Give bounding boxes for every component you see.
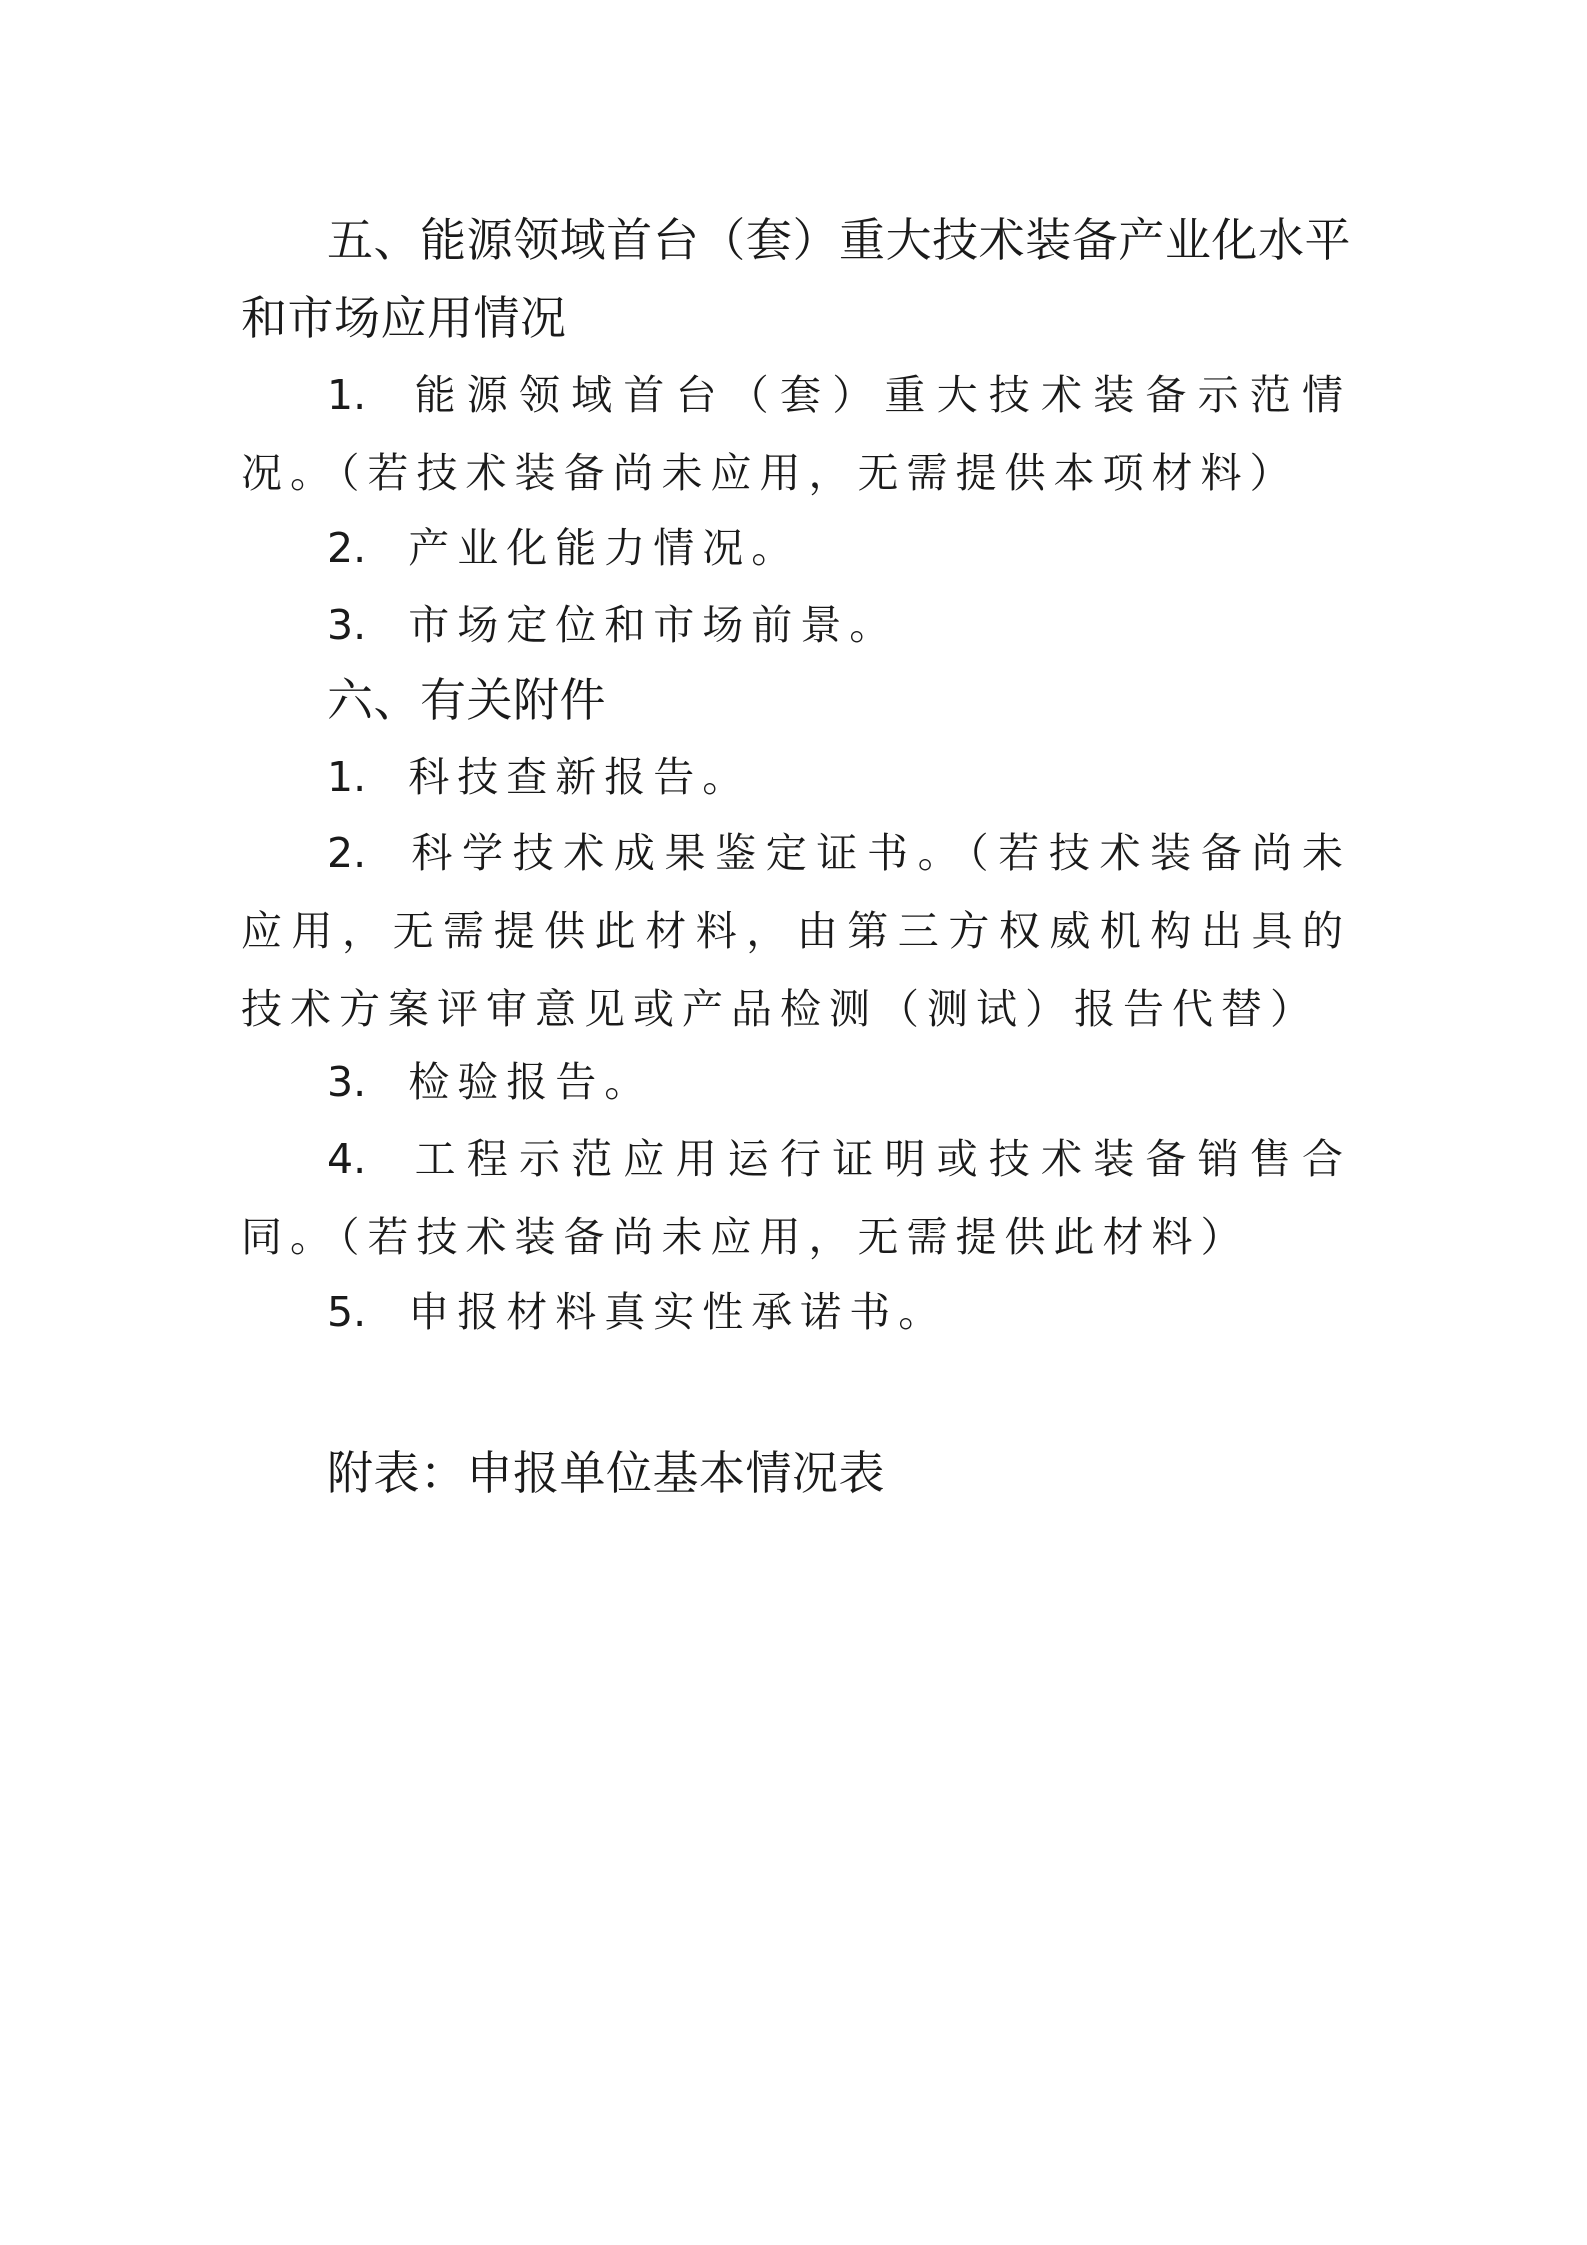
section-6-heading: 六、有关附件 — [327, 673, 606, 727]
section-5-item-1 — [241, 356, 1351, 512]
item-number: 2. — [327, 829, 367, 877]
item-text: 检验报告。 — [408, 1058, 654, 1106]
section-6-item-1 — [241, 738, 1351, 816]
item-text: 市场定位和市场前景。 — [408, 601, 899, 649]
section-6-item-3 — [241, 1043, 1351, 1121]
item-text: 工程示范应用运行证明或技术装备销售合同。（若技术装备尚未应用，无需提供此材料） — [241, 1135, 1351, 1261]
item-text: 科学技术成果鉴定证书。（若技术装备尚未应用，无需提供此材料，由第三方权威机构出具的技术方案评审意见或产品检测（测试）报告代替） — [241, 829, 1351, 1033]
item-number: 3. — [327, 1058, 367, 1106]
item-number: 3. — [327, 601, 367, 649]
item-number: 5. — [327, 1288, 367, 1336]
item-number: 4. — [327, 1135, 367, 1183]
item-text: 能源领域首台（套）重大技术装备示范情况。（若技术装备尚未应用，无需提供本项材料） — [241, 371, 1351, 497]
section-6-item-4 — [241, 1120, 1351, 1276]
item-number: 1. — [327, 753, 367, 801]
section-6-item-2 — [241, 814, 1351, 1048]
section-6-item-5 — [241, 1273, 1351, 1351]
section-5-item-3 — [241, 586, 1351, 664]
item-text: 产业化能力情况。 — [408, 524, 801, 572]
section-5-item-2 — [241, 509, 1351, 587]
item-number: 2. — [327, 524, 367, 572]
appendix-table-line: 附表：申报单位基本情况表 — [327, 1446, 885, 1500]
section-5-heading: 五、能源领域首台（套）重大技术装备产业化水平和市场应用情况 — [241, 213, 1351, 345]
item-text: 科技查新报告。 — [408, 753, 752, 801]
item-text: 申报材料真实性承诺书。 — [408, 1288, 948, 1336]
item-number: 1. — [327, 371, 367, 419]
